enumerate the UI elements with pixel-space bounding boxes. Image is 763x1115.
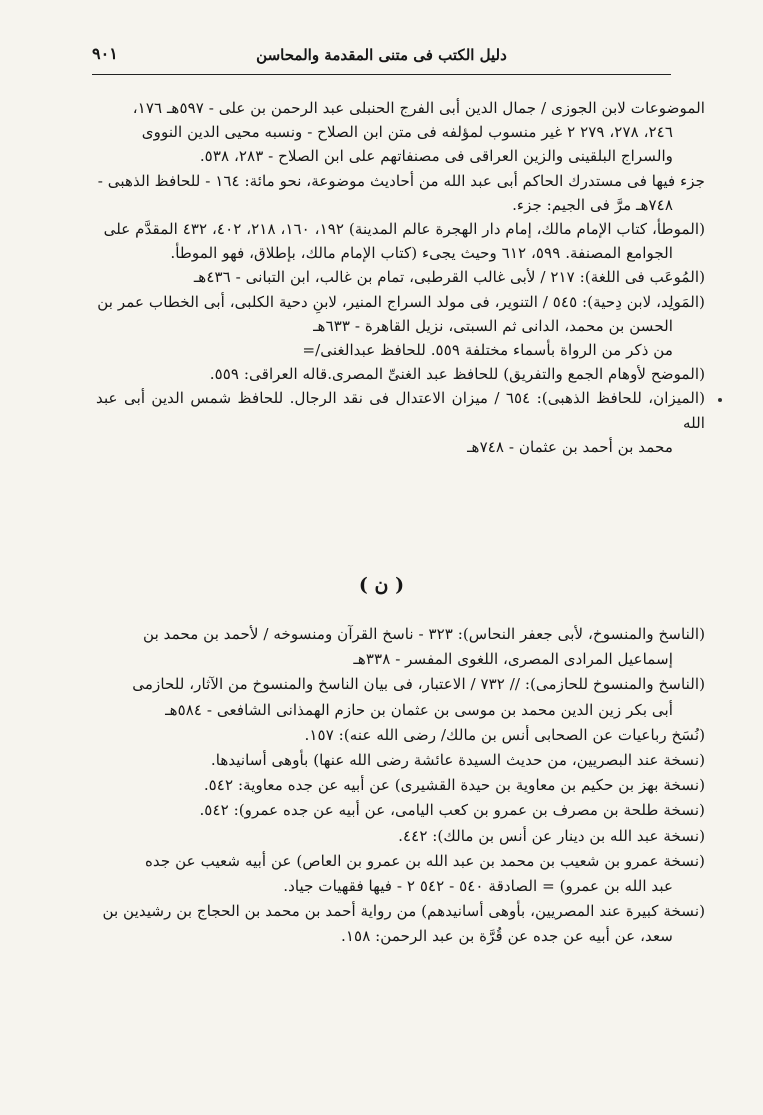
page-number: ٩٠١	[92, 44, 118, 63]
entries-bottom	[96, 622, 705, 950]
entry-line: (نسخة كبيرة عند المصريين، بأوهى أسانيدهم) من رواية أحمد بن محمد بن الحجاج بن رشيدين بن	[102, 902, 705, 921]
entry-line: من ذكر من الرواة بأسماء مختلفة ٥٥٩. للحافظ عبدالغنى/=	[302, 341, 673, 360]
entry-line: (نُسَخ رباعيات عن الصحابى أنس بن مالك/ رضى الله عنه): ١٥٧.	[304, 725, 705, 744]
running-title: دليل الكتب فى متنى المقدمة والمحاسن	[256, 46, 507, 64]
entry-line: ٢٤٦، ٢٧٨، ٢٧٩ ٢ غير منسوب لمؤلفه فى متن ابن الصلاح - ونسبه محيى الدين النووى	[141, 123, 673, 142]
ink-dot	[718, 398, 722, 402]
entry-line: (الناسخ والمنسوخ للحازمى): // ٧٣٢ / الاعتبار، فى بيان الناسخ والمنسوخ من الآثار، للحازمى	[132, 675, 705, 694]
entry-line: (المُوعَب فى اللغة): ٢١٧ / لأبى غالب القرطبى، تمام بن غالب، ابن التبانى - ٤٣٦هـ	[193, 268, 705, 287]
entries-top	[96, 96, 705, 459]
entry-line: (الميزان، للحافظ الذهبى): ٦٥٤ / ميزان الاعتدال فى نقد الرجال. للحافظ شمس الدين أبى عبد الله	[96, 389, 706, 432]
entry-line: جزء فيها فى مستدرك الحاكم أبى عبد الله من أحاديث موضوعة، نحو مائة: ١٦٤ - للحافظ الذهبى -	[97, 171, 705, 190]
entry-line: (نسخة بهز بن حكيم بن معاوية بن حيدة القشيرى) عن أبيه عن جده معاوية: ٥٤٢.	[203, 776, 705, 795]
section-letter-heading: ( ن )	[358, 574, 405, 596]
page-header	[92, 42, 671, 75]
entry-line: إسماعيل المرادى المصرى، اللغوى المفسر - ٣٣٨هـ	[353, 650, 673, 669]
entry-line: (نسخة عند البصريين، من حديث السيدة عائشة رضى الله عنها) بأوهى أسانيدها.	[210, 751, 705, 770]
entry-line: (نسخة عبد الله بن دينار عن أنس بن مالك): ٤٤٢.	[398, 826, 705, 845]
entry-line: محمد بن أحمد بن عثمان - ٧٤٨هـ	[467, 437, 673, 456]
entry-line: ٧٤٨هـ مرَّ فى الجيم: جزء.	[512, 195, 673, 214]
entry-line: (الناسخ والمنسوخ، لأبى جعفر النحاس): ٣٢٣ - ناسخ القرآن ومنسوخه / لأحمد بن محمد بن	[143, 625, 705, 643]
entry-line: (نسخة عمرو بن شعيب بن محمد بن عبد الله بن عمرو بن العاص) عن أبيه شعيب عن جده	[144, 851, 705, 870]
entry-line: عبد الله بن عمرو) = الصادقة ٥٤٠ - ٥٤٢ ٢ - فيها فقهيات جياد.	[283, 877, 673, 896]
entry-line: أبى بكر زين الدين محمد بن موسى بن عثمان بن حازم الهمذانى الشافعى - ٥٨٤هـ	[165, 700, 673, 719]
entry-line: (الموضح لأوهام الجمع والتفريق) للحافظ عبد الغنىِّ المصرى.قاله العراقى: ٥٥٩.	[209, 365, 705, 384]
entry-line: الحسن بن محمد، الدانى ثم السبتى، نزيل القاهرة - ٦٣٣هـ	[313, 316, 673, 335]
entry-line: والسراج البلقينى والزين العراقى فى مصنفاتهم على ابن الصلاح - ٢٨٣، ٥٣٨.	[199, 147, 673, 166]
entry-line: (المَولِد، لابن دِحية): ٥٤٥ / التنوير، فى مولد السراج المنير، لابنِ دحية الكلبى، أبى الخطاب عمر بن	[97, 292, 705, 311]
entry-line: الموضوعات لابن الجوزى / جمال الدين أبى الفرج الحنبلى عبد الرحمن بن على - ٥٩٧هـ ١٧٦،	[132, 99, 705, 117]
entry-line: الجوامع المصنفة. ٥٩٩، ٦١٢ وحيث يجىء (كتاب الإمام مالك، بإطلاق، فهو الموطأ.	[170, 244, 673, 263]
entry-line: (الموطأ، كتاب الإمام مالك، إمام دار الهجرة عالم المدينة) ١٩٢، ١٦٠، ٢١٨، ٤٠٢، ٤٣٢ المقدَّم على	[103, 220, 705, 239]
entry-line: سعد، عن أبيه عن جده عن قُرَّة بن عبد الرحمن: ١٥٨.	[341, 927, 673, 946]
entry-line: (نسخة طلحة بن مصرف بن عمرو بن كعب اليامى، عن أبيه عن جده عمرو): ٥٤٢.	[199, 801, 705, 820]
